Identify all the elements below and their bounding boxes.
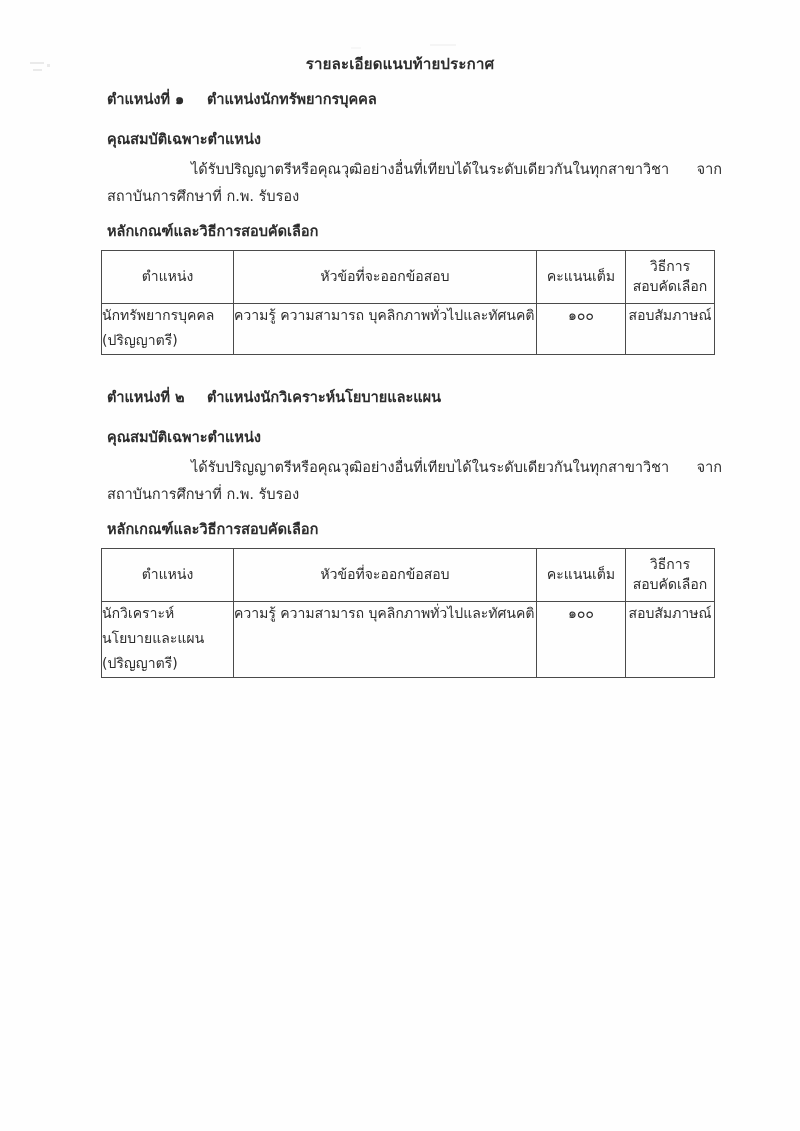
header-score: คะแนนเต็ม <box>537 549 626 602</box>
scan-artifact <box>351 47 361 49</box>
header-topic: หัวข้อที่จะออกข้อสอบ <box>234 251 537 304</box>
position-heading-2 <box>0 386 800 409</box>
table-row <box>102 304 715 355</box>
header-method <box>626 549 715 602</box>
header-method-line1: วิธีการ <box>649 259 691 275</box>
header-position: ตำแหน่ง <box>102 251 234 304</box>
scan-artifact <box>430 44 456 46</box>
cell-score: ๑๐๐ <box>537 602 626 678</box>
criteria-heading-1: หลักเกณฑ์และวิธีการสอบคัดเลือก <box>107 224 319 240</box>
cell-position-line1: นักทรัพยากรบุคคล <box>102 308 215 324</box>
position-section-1 <box>0 88 800 355</box>
header-method-line2: สอบคัดเลือก <box>632 577 708 593</box>
header-method-line2: สอบคัดเลือก <box>632 279 708 295</box>
position-number-1: ตำแหน่งที่ ๑ <box>107 92 185 108</box>
qualification-heading-2: คุณสมบัติเฉพาะตำแหน่ง <box>107 430 261 446</box>
qualification-text-1: ได้รับปริญญาตรีหรือคุณวุฒิอย่างอื่นที่เทียบได้ในระดับเดียวกันในทุกสาขาวิชา จากสถาบันการศึกษาที่ ก.พ. รับรอง <box>107 162 722 205</box>
cell-score: ๑๐๐ <box>537 304 626 355</box>
cell-position-line1: นักวิเคราะห์ <box>102 606 175 622</box>
cell-method: สอบสัมภาษณ์ <box>626 602 715 678</box>
document-title: รายละเอียดแนบท้ายประกาศ <box>305 55 495 73</box>
cell-position-line2: นโยบายและแผน <box>102 631 205 647</box>
header-topic: หัวข้อที่จะออกข้อสอบ <box>234 549 537 602</box>
header-method-line1: วิธีการ <box>649 557 691 573</box>
criteria-heading-2: หลักเกณฑ์และวิธีการสอบคัดเลือก <box>107 522 319 538</box>
header-score: คะแนนเต็ม <box>537 251 626 304</box>
cell-position-line3: (ปริญญาตรี) <box>102 656 178 672</box>
cell-position <box>102 602 234 678</box>
qualification-text-2: ได้รับปริญญาตรีหรือคุณวุฒิอย่างอื่นที่เทียบได้ในระดับเดียวกันในทุกสาขาวิชา จากสถาบันการศึกษาที่ ก.พ. รับรอง <box>107 460 722 503</box>
position-heading-1 <box>0 88 800 111</box>
exam-criteria-table-1 <box>101 250 715 355</box>
cell-position-line2: (ปริญญาตรี) <box>102 333 178 349</box>
qualification-heading-1: คุณสมบัติเฉพาะตำแหน่ง <box>107 132 261 148</box>
position-name-2: ตำแหน่งนักวิเคราะห์นโยบายและแผน <box>207 390 442 406</box>
table-row <box>102 602 715 678</box>
cell-topic: ความรู้ ความสามารถ บุคลิกภาพทั่วไปและทัศนคติ <box>234 304 537 355</box>
position-number-2: ตำแหน่งที่ ๒ <box>107 390 185 406</box>
header-position: ตำแหน่ง <box>102 549 234 602</box>
table-header-row <box>102 251 715 304</box>
position-name-1: ตำแหน่งนักทรัพยากรบุคคล <box>207 92 377 108</box>
header-method <box>626 251 715 304</box>
table-header-row <box>102 549 715 602</box>
exam-criteria-table-2 <box>101 548 715 678</box>
cell-method: สอบสัมภาษณ์ <box>626 304 715 355</box>
cell-position <box>102 304 234 355</box>
cell-topic: ความรู้ ความสามารถ บุคลิกภาพทั่วไปและทัศนคติ <box>234 602 537 678</box>
position-section-2 <box>0 386 800 678</box>
